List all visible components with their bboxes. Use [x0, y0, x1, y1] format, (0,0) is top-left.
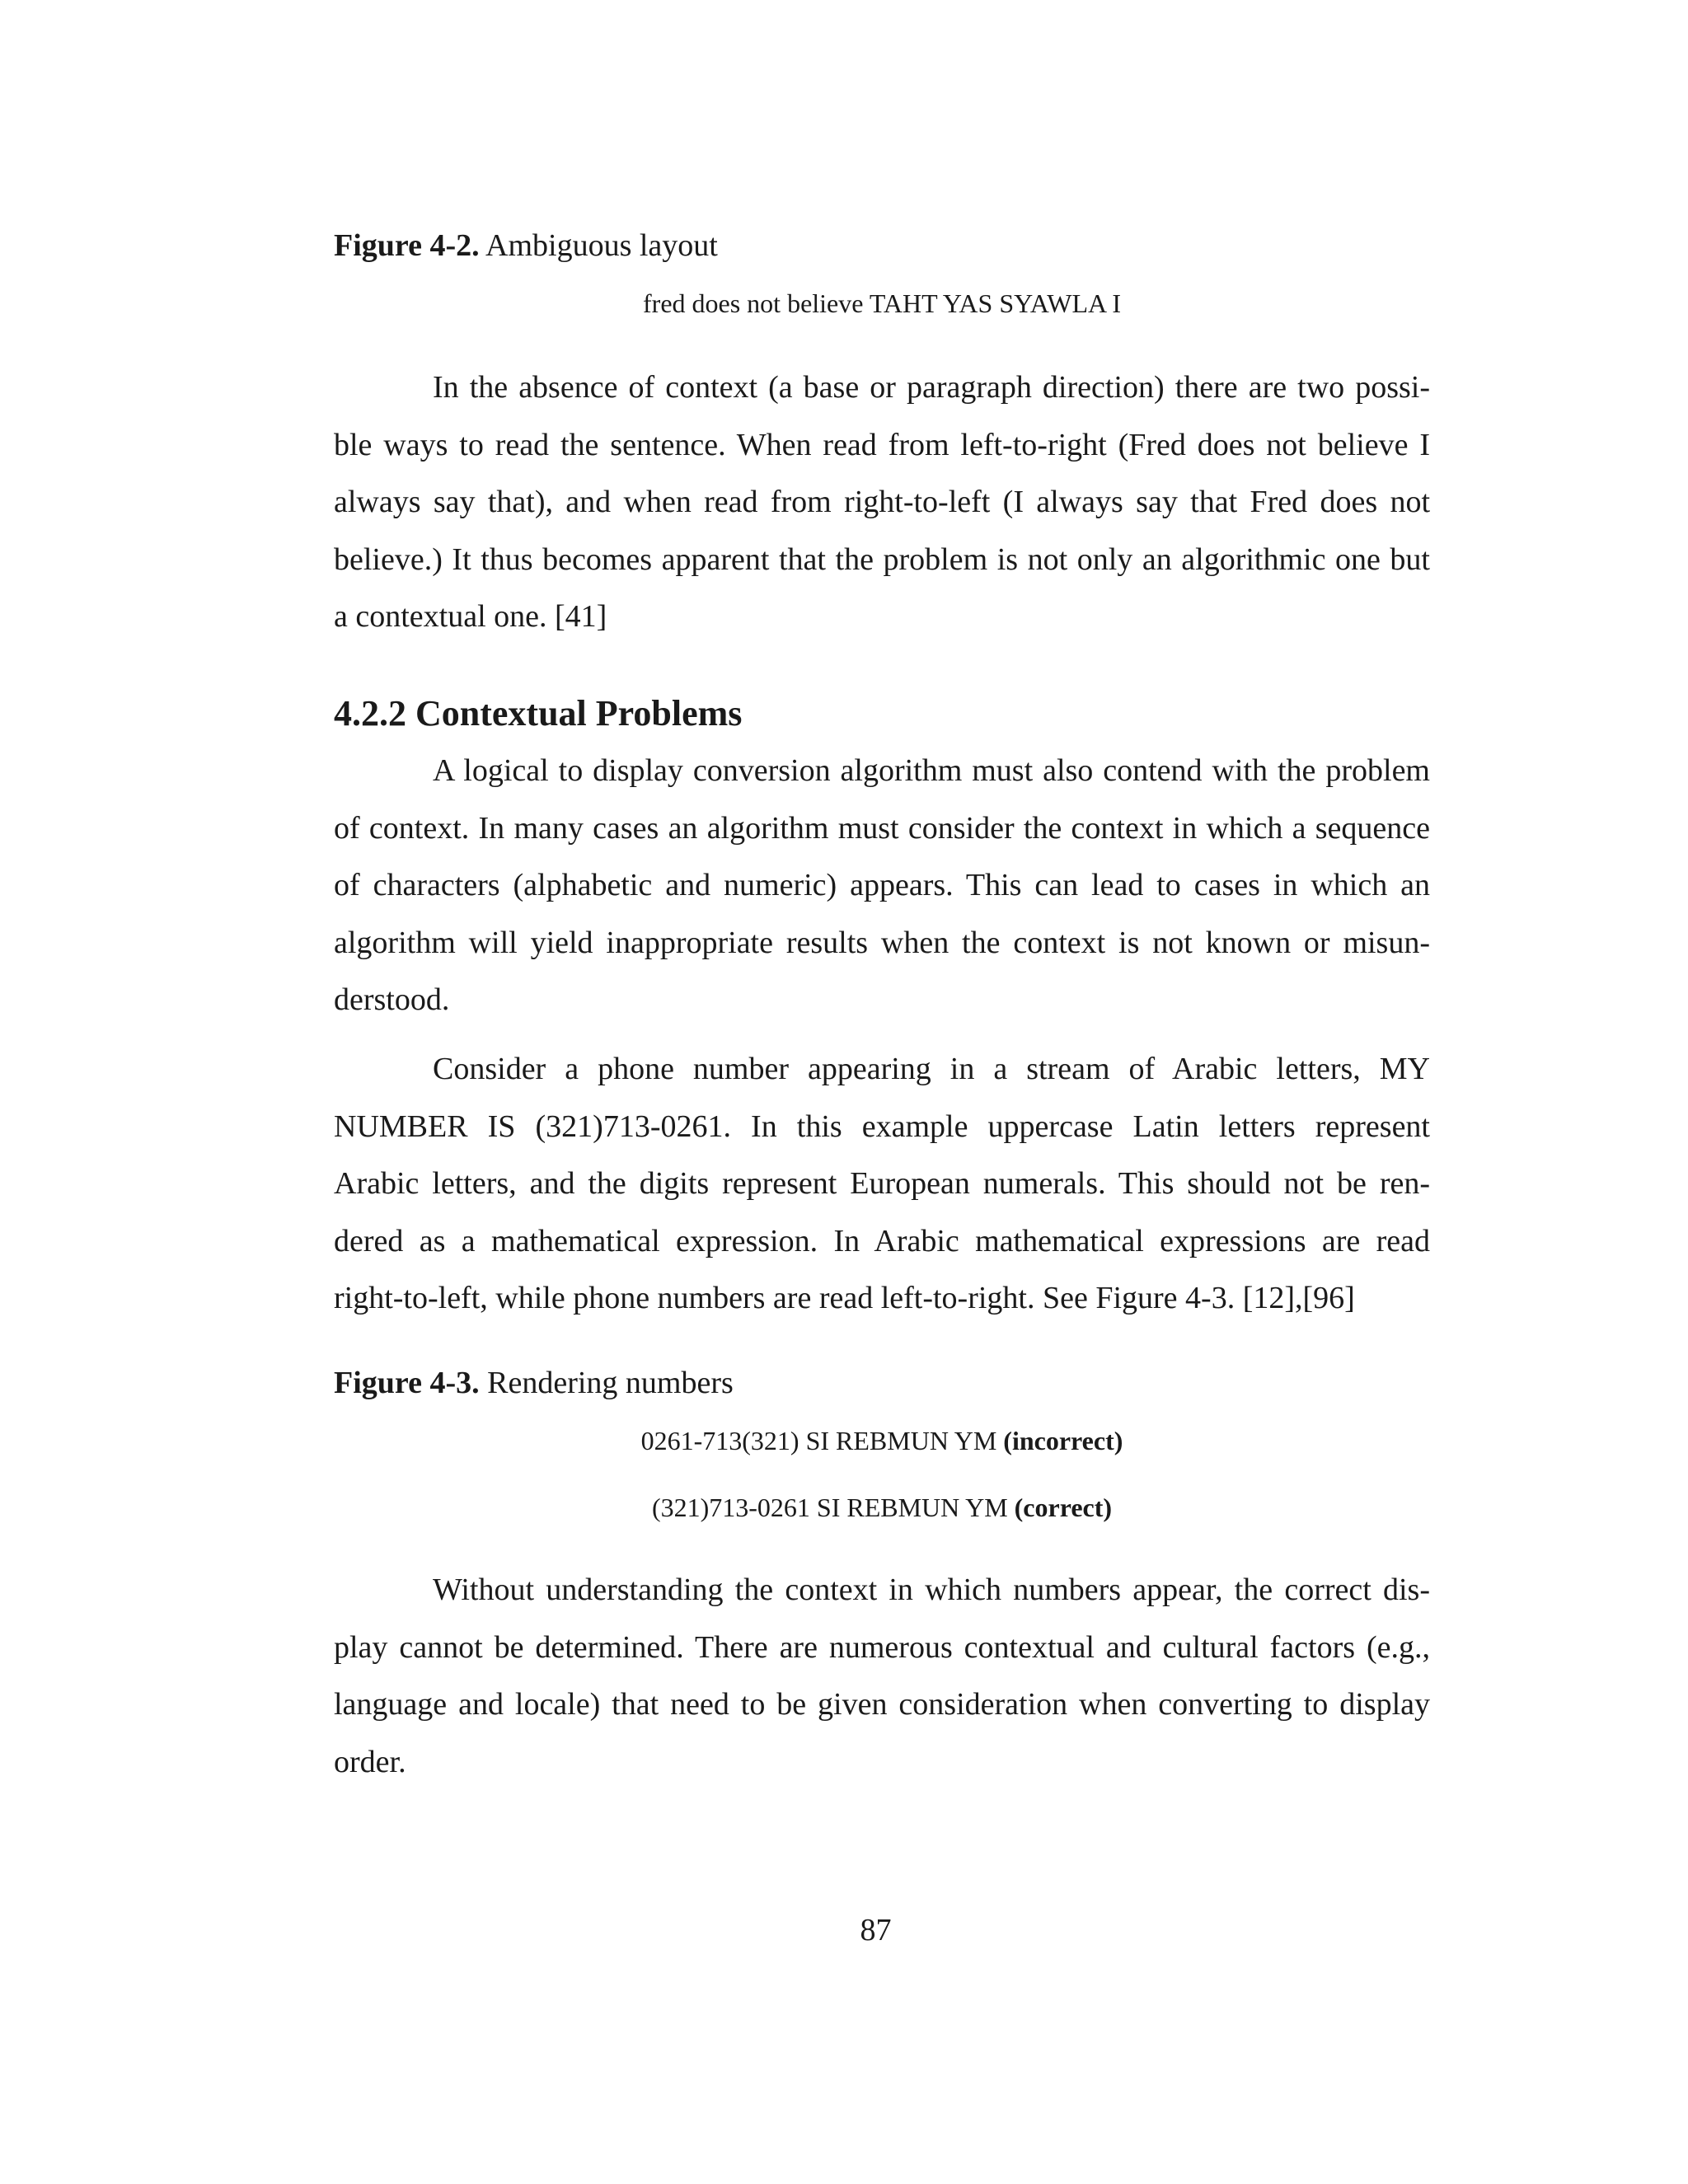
paragraph-line: algorithm will yield inappropriate results when the context is not known or misun- [334, 925, 1430, 960]
paragraph-line: play cannot be determined. There are numerous contextual and cultural factors (e.g., [334, 1629, 1430, 1665]
paragraph-3 [334, 1041, 1430, 1328]
paragraph-line: of characters (alphabetic and numeric) appears. This can lead to cases in which an [334, 868, 1430, 902]
correct-tag: (correct) [1014, 1493, 1113, 1522]
paragraph-line: always say that), and when read from right-to-left (I always say that Fred does not [334, 485, 1430, 519]
paragraph-line: language and locale) that need to be given consideration when converting to display [334, 1687, 1430, 1722]
paragraph-line: right-to-left, while phone numbers are read left-to-right. See Figure 4-3. [12],[96] [334, 1281, 1355, 1315]
figure-4-2-label: Figure 4-2. [334, 228, 480, 263]
page-number: 87 [860, 1913, 892, 1947]
paragraph-line: believe.) It thus becomes apparent that the problem is not only an algorithmic one but [334, 541, 1430, 577]
paragraph-line: A logical to display conversion algorithm must also contend with the problem [433, 753, 1430, 788]
paragraph-line: Arabic letters, and the digits represent European numerals. This should not be ren- [334, 1166, 1430, 1201]
paragraph-line: In the absence of context (a base or paragraph direction) there are two possi- [433, 370, 1430, 405]
paragraph-1 [334, 359, 1430, 646]
figure-4-3-example-correct [334, 1491, 1430, 1524]
paragraph-line: derstood. [334, 982, 450, 1017]
figure-4-3-title: Rendering numbers [487, 1366, 734, 1400]
figure-4-3-caption [334, 1363, 734, 1403]
paragraph-line: ble ways to read the sentence. When read from left-to-right (Fred does not believe I [334, 427, 1430, 462]
paragraph-line: Without understanding the context in which numbers appear, the correct dis- [433, 1572, 1430, 1607]
paragraph-line: NUMBER IS (321)713-0261. In this example uppercase Latin letters represent [334, 1108, 1430, 1144]
figure-4-3-label: Figure 4-3. [334, 1366, 480, 1400]
example-text: (321)713-0261 SI REBMUN YM [651, 1493, 1008, 1522]
paragraph-line: a contextual one. [41] [334, 599, 607, 634]
figure-4-2-example: fred does not believe TAHT YAS SYAWLA I [643, 288, 1121, 318]
incorrect-tag: (incorrect) [1003, 1426, 1123, 1455]
section-heading: 4.2.2 Contextual Problems [334, 693, 743, 733]
paragraph-2 [334, 743, 1430, 1029]
paragraph-line: dered as a mathematical expression. In Arabic mathematical expressions are read [334, 1223, 1430, 1258]
figure-4-2-title: Ambiguous layout [485, 228, 718, 263]
paragraph-line: Consider a phone number appearing in a stream of Arabic letters, MY [433, 1052, 1430, 1086]
figure-4-2-caption [334, 226, 718, 265]
paragraph-4 [334, 1562, 1430, 1791]
paragraph-line: order. [334, 1744, 406, 1779]
paragraph-line: of context. In many cases an algorithm must consider the context in which a sequence [334, 810, 1430, 846]
example-text: 0261-713(321) SI REBMUN YM [640, 1426, 997, 1455]
figure-4-3-example-incorrect [334, 1424, 1430, 1457]
